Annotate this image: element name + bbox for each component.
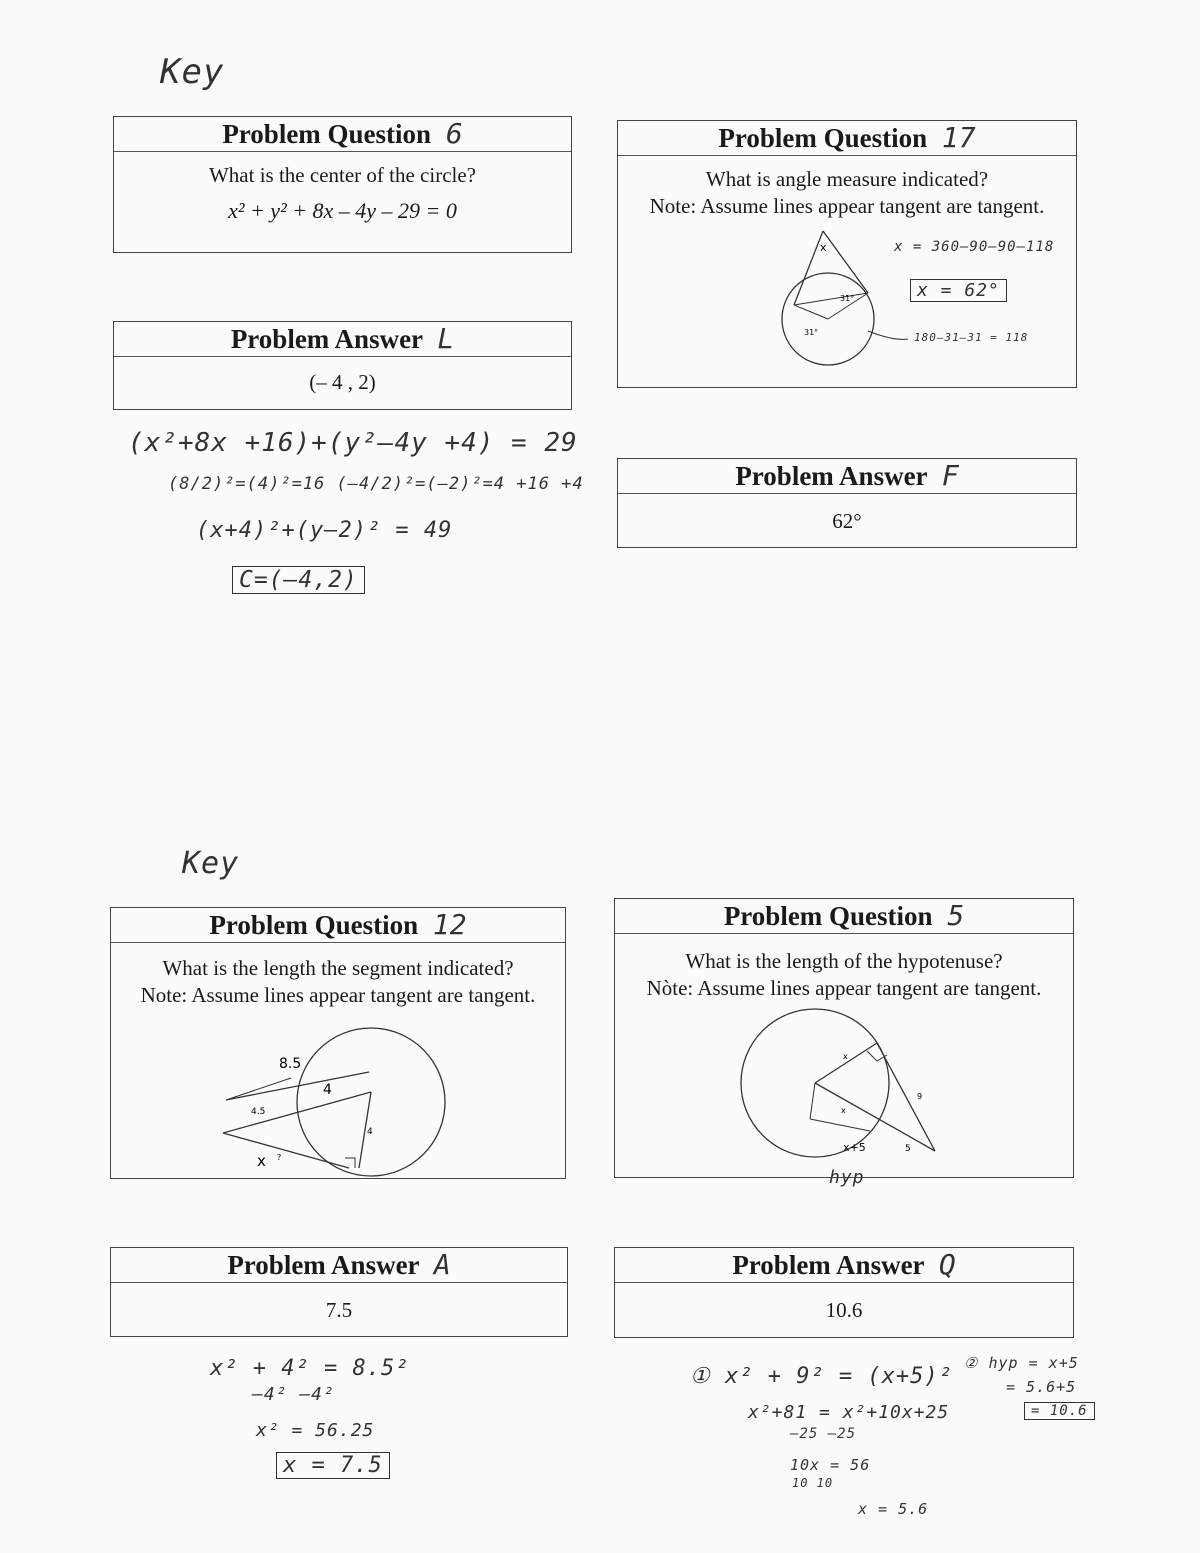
question-prompt: What is the length of the hypotenuse? [685,949,1003,973]
unknown-label: x [257,1152,266,1170]
work-line: 10 10 [792,1476,834,1490]
problem-answer-12 [110,1247,568,1337]
question-title: Problem Question [723,901,933,931]
work-result: = 10.6 [1024,1402,1095,1420]
answer-header [111,1248,567,1283]
length-label: 8.5 [279,1056,302,1072]
question-header [615,899,1073,934]
question-prompt: What is the length the segment indicated? [162,956,514,980]
question-number: 12 [432,908,467,941]
answer-title: Problem Answer [735,461,928,491]
work-line: x² = 56.25 [256,1420,375,1441]
radius-line [815,1043,877,1083]
problem-question-6 [113,116,572,253]
work-line: x²+81 = x²+10x+25 [748,1402,950,1423]
question-prompt: What is the center of the circle? [208,163,477,187]
answer-header [114,322,571,357]
arc-arrow [868,331,908,339]
answer-value: 7.5 [325,1298,353,1322]
answer-letter: A [433,1248,451,1281]
problem-answer-5 [614,1247,1074,1338]
tangent-line [794,231,823,305]
answer-title: Problem Answer [230,324,423,354]
answer-header [618,459,1076,494]
answer-header [615,1248,1073,1283]
problem-answer-6 [113,321,572,410]
right-angle-mark [345,1158,355,1168]
question-note: Note: Assume lines appear tangent are tangent. [649,194,1045,218]
chord-line [794,293,868,305]
work-line: –4² –4² [252,1384,335,1405]
work-line: ② hyp = x+5 [964,1354,1079,1372]
length-label: 4.5 [251,1107,266,1117]
question-equation: x² + y² + 8x – 4y – 29 = 0 [228,198,457,223]
hyp-label: hyp [829,1167,865,1188]
question-number: 17 [941,121,976,154]
segment-diagram [111,1018,567,1178]
work-line: (8/2)²=(4)²=16 (–4/2)²=(–2)²=4 +16 +4 [168,474,584,494]
radius-line [794,305,828,319]
work-line: –25 –25 [790,1426,857,1442]
question-number: 6 [445,117,463,150]
work-line: x = 360–90–90–118 [894,239,1055,255]
question-title: Problem Question [209,910,419,940]
work-result: x = 62° [910,279,1007,302]
angle-label: 31° [804,328,819,337]
answer-letter: L [437,322,455,355]
key-label-top: Key [160,52,225,92]
problem-question-12 [110,907,566,1179]
key-label-bottom: Key [182,846,240,881]
tangent-line [223,1133,349,1168]
work-line: 180–31–31 = 118 [914,331,1029,344]
answer-value: 62° [832,509,862,533]
work-line: = 5.6+5 [1006,1378,1077,1396]
tangent-line [823,231,868,293]
question-title: Problem Question [222,119,432,149]
radius-line [810,1119,870,1131]
work-line: ① x² + 9² = (x+5)² [690,1364,953,1389]
work-line: (x+4)²+(y–2)² = 49 [196,518,453,543]
angle-label: 31° [840,294,855,303]
unknown-label: ? [277,1153,282,1162]
length-label: x [843,1052,848,1061]
question-header [111,908,565,943]
length-label: x [841,1106,846,1115]
work-line: x = 5.6 [858,1500,929,1518]
radius-line [810,1083,815,1119]
problem-answer-17 [617,458,1077,548]
question-note: Nòte: Assume lines appear tangent are tangent. [646,976,1042,1000]
length-label: 5 [905,1144,911,1154]
length-label: 4 [323,1082,332,1098]
work-line: 10x = 56 [790,1456,871,1474]
question-header [114,117,571,152]
length-label: 4 [367,1127,373,1137]
answer-title: Problem Answer [732,1250,925,1280]
answer-letter: Q [938,1248,956,1281]
question-header [618,121,1076,156]
question-number: 5 [947,899,965,932]
angle-x-label: x [820,241,827,254]
problem-question-5 [614,898,1074,1188]
problem-question-17 [617,120,1077,388]
answer-title: Problem Answer [227,1250,420,1280]
work-result: x = 7.5 [276,1452,390,1479]
question-prompt: What is angle measure indicated? [705,167,989,191]
work-line: (x²+8x +16)+(y²–4y +4) = 29 [128,428,578,458]
length-label: x+5 [843,1141,866,1154]
circle-shape [297,1028,445,1176]
answer-value: 10.6 [825,1298,863,1322]
answer-letter: F [941,459,959,492]
work-result: C=(–4,2) [232,566,365,594]
question-title: Problem Question [718,123,928,153]
hypotenuse-diagram [615,999,1075,1179]
work-line: x² + 4² = 8.5² [210,1356,410,1381]
question-note: Note: Assume lines appear tangent are tangent. [140,983,536,1007]
length-label: 9 [917,1092,923,1101]
answer-value: (– 4 , 2) [309,370,376,394]
